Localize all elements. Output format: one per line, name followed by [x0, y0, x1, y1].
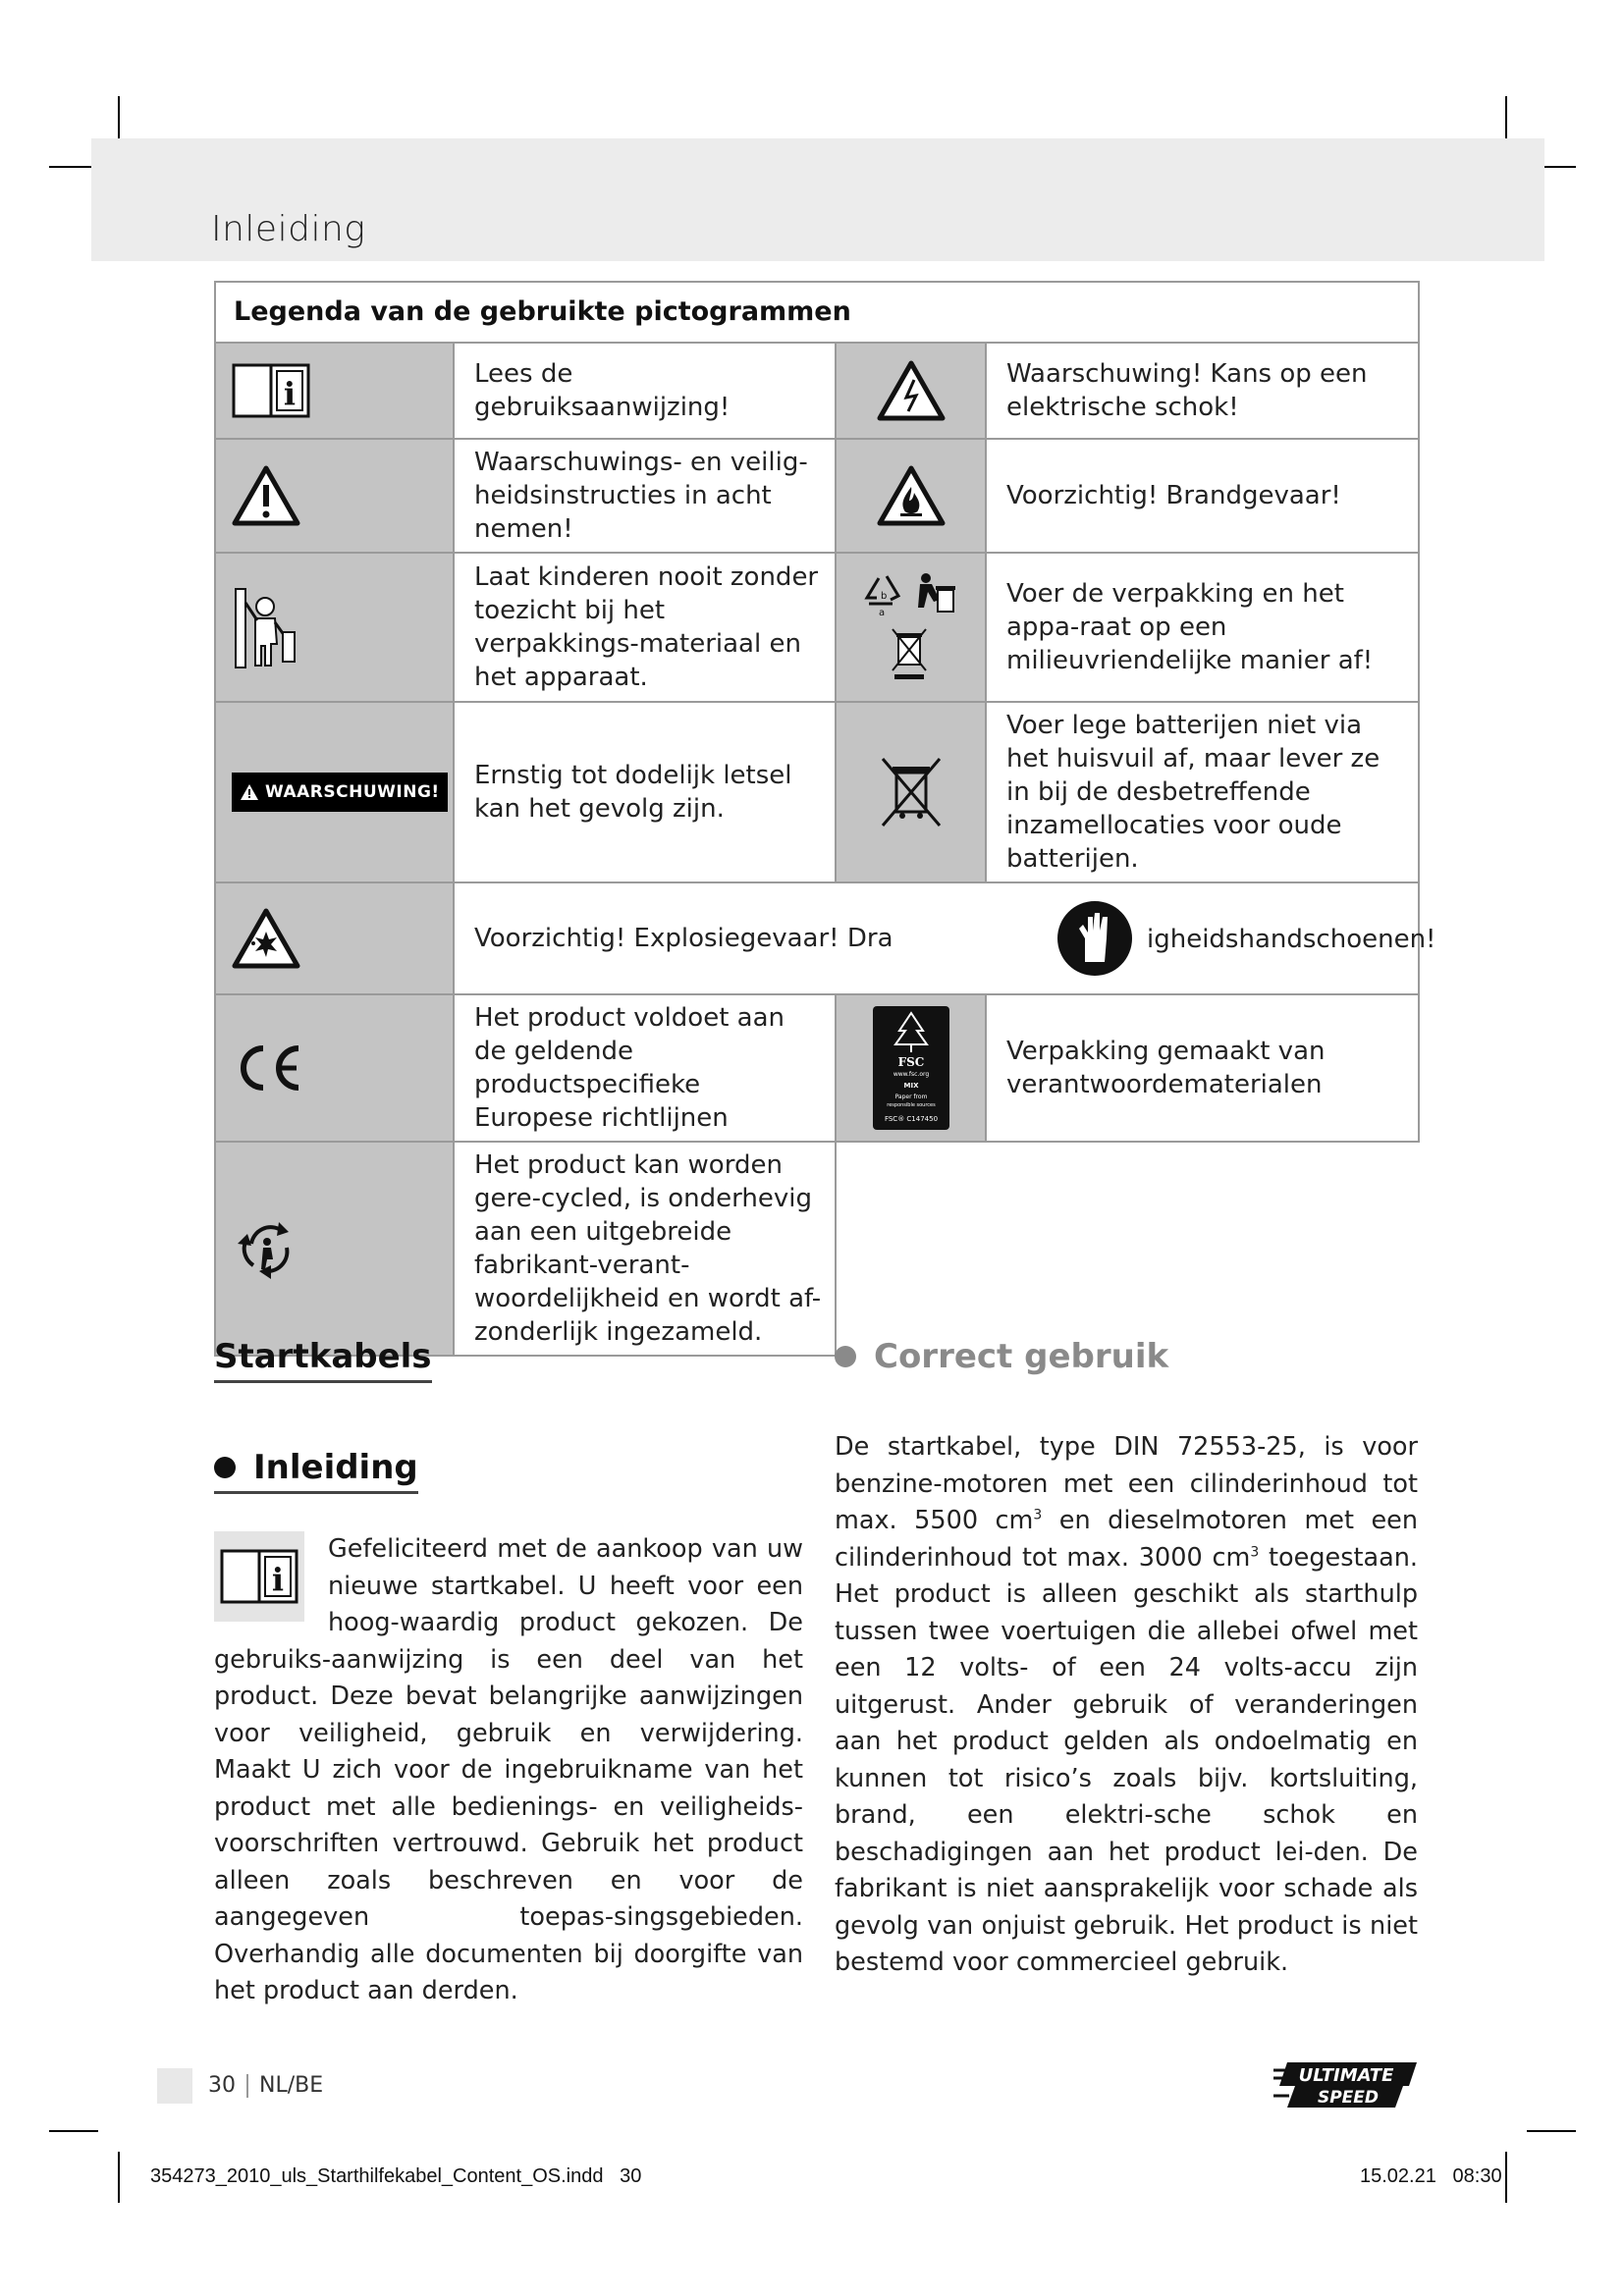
legend-text: Waarschuwing! Kans op een elektrische schok!	[986, 343, 1419, 439]
intro-paragraph	[214, 1531, 803, 2010]
warning-badge-label: WAARSCHUWING!	[265, 782, 440, 802]
fsc-label-icon	[872, 1005, 950, 1131]
legend-text: Het product kan worden gere-cycled, is onderhevig aan een uitgebreide fabrikant-verant-woordelijkheid en wordt af-zonderlijk ingezameld.	[454, 1142, 836, 1356]
fsc-mix: MIX	[903, 1082, 918, 1090]
subsection-title-intro	[214, 1448, 418, 1494]
svg-text:a: a	[878, 608, 885, 618]
crossed-bin-battery-icon	[877, 755, 946, 829]
brand-logo	[1273, 2060, 1417, 2109]
section-title: Startkabels	[214, 1337, 432, 1383]
legend-text: Voer lege batterijen niet via het huisvuil af, maar lever ze in bij de desbetreffende inzamellocaties voor oude batterijen.	[986, 702, 1419, 882]
explosion-warning-icon	[232, 908, 300, 969]
child-supervision-icon	[232, 583, 300, 671]
usage-text: en dieselmotoren met een cilinderinhoud tot max. 3000 cm	[835, 1506, 1418, 1573]
legend-text: Voer de verpakking en het appa-raat op een milieuvriendelijke manier af!	[986, 553, 1419, 702]
ce-mark-icon	[232, 1042, 304, 1094]
page-title: Inleiding	[211, 209, 366, 249]
fsc-paper: Paper from	[894, 1094, 927, 1100]
crop-mark	[1527, 2130, 1576, 2132]
subsection-title-label: Inleiding	[253, 1448, 418, 1487]
legend-text: Voorzichtig! Explosiegevaar! Dra	[474, 924, 893, 953]
warning-badge-icon	[232, 773, 448, 812]
usage-text: toegestaan. Het product is alleen geschikt als starthulp tussen twee voertuigen die allebei ofwel met een 12 volts- of een 24 volts-accu zijn uitgerust. Ander gebruik of veranderingen aan het product gelden als ondoelmatig en kunnen tot risico’s zoals bijv. kortsluiting, brand, een elektri-sche schok en beschadigingen aan het product lei-den. De fabrikant is niet aansprakelijk voor schade als gevolg van onjuist gebruik. Het product is niet bestemd voor commercieel gebruik.	[835, 1542, 1419, 1977]
svg-text:i: i	[283, 375, 297, 412]
crop-mark	[1505, 2152, 1507, 2203]
left-column	[214, 1337, 803, 2010]
recycling-disposal-icon	[857, 568, 965, 686]
warning-triangle-icon	[232, 465, 300, 526]
bullet-icon	[214, 1457, 236, 1478]
slug-date: 15.02.21 08:30	[1360, 2165, 1502, 2187]
legend-text: Voorzichtig! Brandgevaar!	[986, 439, 1419, 553]
superscript: 3	[1033, 1507, 1043, 1523]
page-footer	[208, 2073, 323, 2098]
fsc-brand: FSC	[897, 1055, 924, 1069]
brand-line2: SPEED	[1317, 2088, 1380, 2108]
brand-line1: ULTIMATE	[1298, 2065, 1394, 2086]
subsection-title-usage	[835, 1337, 1168, 1380]
fsc-code: FSC® C147450	[884, 1115, 938, 1123]
usage-text: De startkabel, type DIN 72553-25, is voor benzine-motoren met een cilinderinhoud tot max. 5500 cm	[835, 1432, 1418, 1535]
usage-paragraph	[835, 1429, 1418, 1982]
recycle-symbol-icon	[232, 1214, 300, 1283]
crop-mark	[118, 2152, 120, 2203]
svg-text:b: b	[880, 591, 887, 602]
legend-text: igheidshandschoenen!	[1147, 925, 1436, 954]
legend-text: Het product voldoet aan de geldende productspecifieke Europese richtlijnen	[454, 994, 836, 1142]
legend-title: Legenda van de gebruikte pictogrammen	[215, 282, 1419, 343]
footer-marker	[157, 2068, 192, 2104]
fsc-site: www.fsc.org	[893, 1071, 929, 1078]
subsection-title-label: Correct gebruik	[874, 1337, 1169, 1376]
legend-text: Ernstig tot dodelijk letsel kan het gevolg zijn.	[454, 702, 836, 882]
right-column	[835, 1337, 1418, 1982]
intro-text: Gefeliciteerd met de aankoop van uw nieuwe startkabel. U heeft voor een hoog-waardig product gekozen. De gebruiks-aanwijzing is een deel van het product. Deze bevat belangrijke aanwijzingen voor veiligheid, gebruik en verwijdering. Maakt U zich voor de ingebruikname van het product met alle bedienings- en veiligheids-voorschriften vertrouwd. Gebruik het product alleen zoals beschreven en voor de aangegeven toepas-singsgebieden. Overhandig alle documenten bij doorgifte van het product aan derden.	[214, 1534, 803, 2005]
superscript: 3	[1250, 1544, 1260, 1560]
legend-text: Verpakking gemaakt van verantwoordematerialen	[986, 994, 1419, 1142]
footer-separator	[246, 2074, 248, 2098]
legend-text: Laat kinderen nooit zonder toezicht bij het verpakkings-materiaal en het apparaat.	[454, 553, 836, 702]
crop-mark	[49, 2130, 98, 2132]
legend-text: Waarschuwings- en veilig-heidsinstructies in acht nemen!	[454, 439, 836, 553]
gloves-mandatory-icon	[1056, 899, 1134, 978]
page-number: 30	[208, 2073, 236, 2098]
svg-text:i: i	[271, 1561, 285, 1598]
locale-label: NL/BE	[259, 2073, 324, 2098]
legend-text: Lees de gebruiksaanwijzing!	[454, 343, 836, 439]
fsc-resp: responsible sources	[886, 1102, 936, 1108]
manual-info-icon	[220, 1547, 298, 1606]
fire-warning-icon	[877, 465, 946, 526]
electric-shock-warning-icon	[877, 360, 946, 421]
slug-filename: 354273_2010_uls_Starthilfekabel_Content_OS.indd 30	[150, 2165, 642, 2187]
manual-info-icon	[232, 361, 310, 420]
bullet-icon	[835, 1346, 856, 1367]
pictogram-legend-table	[214, 281, 1436, 1357]
info-box	[214, 1531, 304, 1622]
warning-triangle-icon	[240, 783, 259, 801]
